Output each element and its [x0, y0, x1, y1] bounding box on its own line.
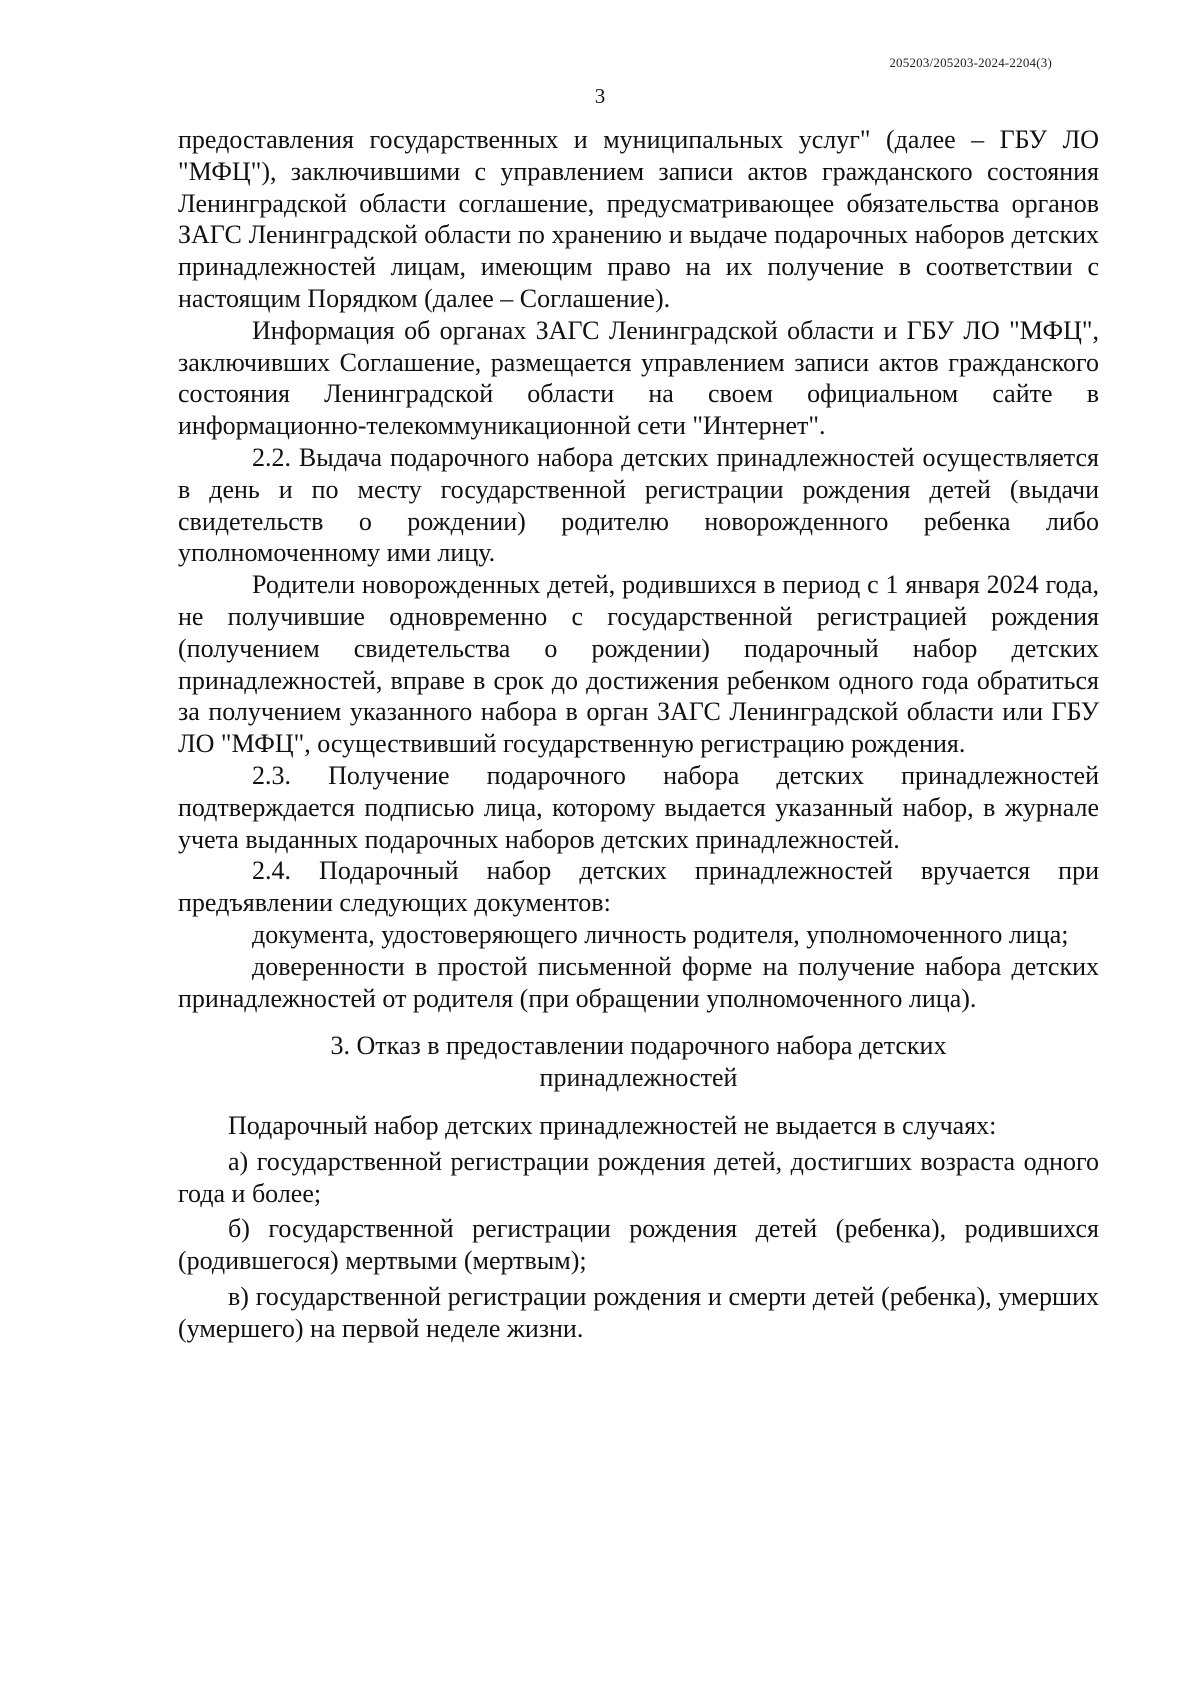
paragraph-2-3: 2.3. Получение подарочного набора детских принадлежностей подтверждается подписью лица, которому выдается указанный набор, в журнале учета выданных подарочных наборов детских принадлежностей. — [178, 760, 1099, 854]
paragraph-information: Информация об органах ЗАГС Ленинградской области и ГБУ ЛО "МФЦ", заключивших Соглашение, размещается управлением записи актов гражданского состояния Ленинградской области на своем официальном сайте в информационно-телекоммуникационной сети "Интернет". — [178, 315, 1099, 441]
list-item-b: б) государственной регистрации рождения детей (ребенка), родившихся (родившегося) мертвыми (мертвым); — [178, 1214, 1099, 1276]
list-item-identity-document: документа, удостоверяющего личность родителя, уполномоченного лица; — [252, 919, 1069, 949]
section-3-title: 3. Отказ в предоставлении подарочного набора детских принадлежностей — [330, 1031, 947, 1093]
list-item-a: а) государственной регистрации рождения детей, достигших возраста одного года и более; — [178, 1146, 1099, 1208]
paragraph-2-4: 2.4. Подарочный набор детских принадлежностей вручается при предъявлении следующих документов: — [178, 856, 1099, 918]
page-number: 3 — [594, 84, 606, 108]
paragraph-parents: Родители новорожденных детей, родившихся в период с 1 января 2024 года, не получившие одновременно с государственной регистрацией рождения (получением свидетельства о рождении) подарочный набор детских принадлежностей, вправе в срок до достижения ребенком одного года обратиться за получением указанного набора в орган ЗАГС Ленинградской области или ГБУ ЛО "МФЦ", осуществивший государственную регистрацию рождения. — [178, 570, 1099, 759]
document-body — [178, 124, 1099, 1344]
paragraph-2-2: 2.2. Выдача подарочного набора детских принадлежностей осуществляется в день и по месту государственной регистрации рождения детей (выдачи свидетельств о рождении) родителю новорожденного ребенка либо уполномоченному ими лицу. — [178, 442, 1099, 568]
list-item-power-of-attorney: доверенности в простой письменной форме на получение набора детских принадлежностей от родителя (при обращении уполномоченного лица). — [178, 951, 1099, 1013]
document-code: 205203/205203-2024-2204(3) — [889, 55, 1052, 70]
list-item-c: в) государственной регистрации рождения и смерти детей (ребенка), умерших (умершего) на первой неделе жизни. — [178, 1281, 1099, 1343]
paragraph-mfc-agreement: предоставления государственных и муниципальных услуг" (далее – ГБУ ЛО "МФЦ"), заключившими с управлением записи актов гражданского состояния Ленинградской области соглашение, предусматривающее обязательства органов ЗАГС Ленинградской области по хранению и выдаче подарочных наборов детских принадлежностей лицам, имеющим право на их получение в соответствии с настоящим Порядком (далее – Соглашение). — [178, 125, 1099, 313]
paragraph-refusal-cases: Подарочный набор детских принадлежностей не выдается в случаях: — [228, 1110, 997, 1140]
